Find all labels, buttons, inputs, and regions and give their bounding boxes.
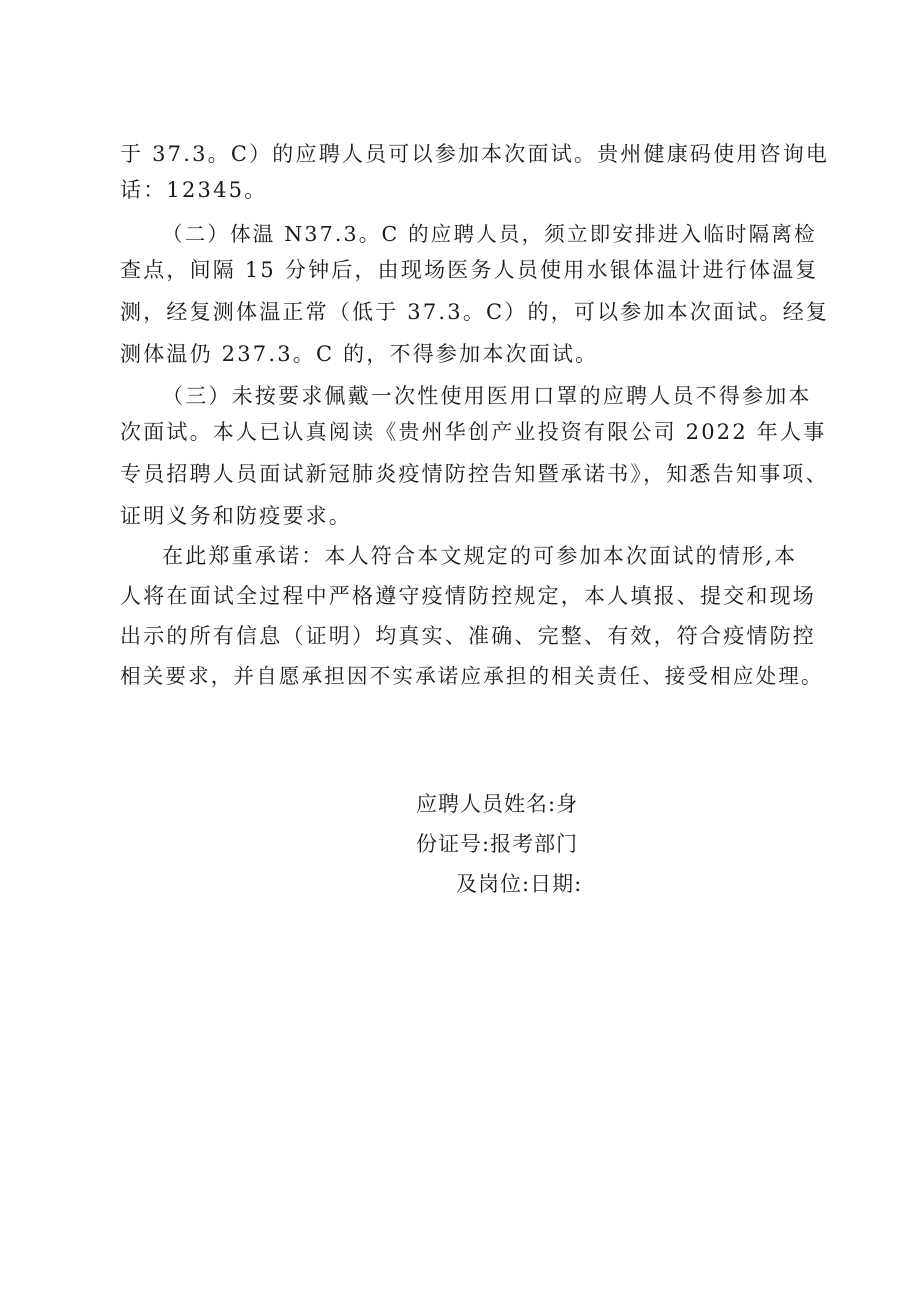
signature-line: 份证号:报考部门 [416, 832, 579, 856]
paragraph-line: 查点，间隔 15 分钟后，由现场医务人员使用水银体温计进行体温复 [120, 258, 819, 282]
signature-line: 及岗位:日期: [456, 872, 583, 896]
paragraph-line: 专员招聘人员面试新冠肺炎疫情防控告知暨承诺书》，知悉告知事项、 [120, 462, 829, 486]
paragraph-line: 在此郑重承诺：本人符合本文规定的可参加本次面试的情形,本 [162, 544, 798, 568]
paragraph-line: 人将在面试全过程中严格遵守疫情防控规定，本人填报、提交和现场 [120, 584, 816, 608]
paragraph-line: （二）体温 N37.3。C 的应聘人员，须立即安排进入临时隔离检 [162, 222, 817, 246]
paragraph-line: 测，经复测体温正常（低于 37.3。C）的，可以参加本次面试。经复 [120, 300, 830, 324]
paragraph-line: 次面试。本人已认真阅读《贵州华创产业投资有限公司 2022 年人事 [120, 420, 827, 444]
signature-line: 应聘人员姓名:身 [416, 792, 579, 816]
paragraph-line: 出示的所有信息（证明）均真实、准确、完整、有效，符合疫情防控 [120, 624, 816, 648]
paragraph-line: 话：12345。 [120, 178, 268, 202]
paragraph-line: 测体温仍 237.3。C 的，不得参加本次面试。 [120, 342, 599, 366]
paragraph-line: 相关要求，并自愿承担因不实承诺应承担的相关责任、接受相应处理。 [120, 664, 824, 688]
paragraph-line: 于 37.3。C）的应聘人员可以参加本次面试。贵州健康码使用咨询电 [120, 142, 830, 166]
paragraph-line: （三）未按要求佩戴一次性使用医用口罩的应聘人员不得参加本 [162, 384, 812, 408]
paragraph-line: 证明义务和防疫要求。 [120, 504, 352, 528]
